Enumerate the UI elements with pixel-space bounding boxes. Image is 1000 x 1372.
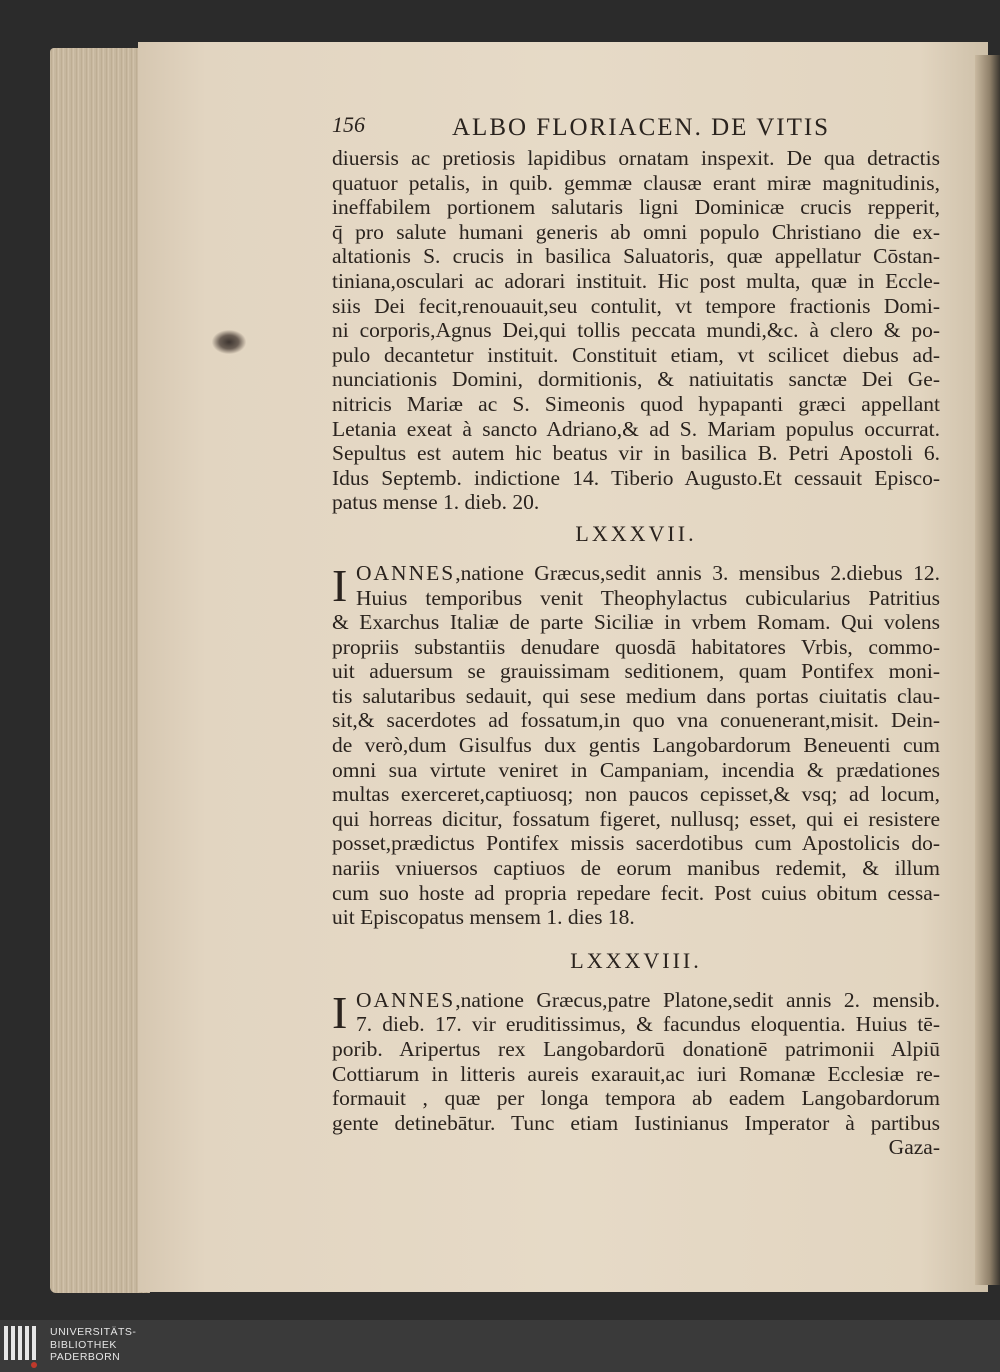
running-head <box>332 112 940 146</box>
book-page-edges <box>50 48 150 1293</box>
library-name-line: UNIVERSITÄTS- <box>50 1326 137 1338</box>
text-line: diuersis ac pretiosis lapidibus ornatam inspexit. De qua detractis <box>332 146 940 170</box>
text-line: uit Episcopatus mensem 1. dies 18. <box>332 905 635 930</box>
text-line: patus mense 1. dieb. 20. <box>332 490 540 515</box>
text-line: posset,prædictus Pontifex missis sacerdotibus cum Apostolicis do- <box>332 831 940 856</box>
text-line: & Exarchus Italiæ de parte Siciliæ in vrbem Romam. Qui volens <box>332 610 940 635</box>
first-word: OANNES <box>356 987 456 1012</box>
running-title: ALBO FLORIACEN. DE VITIS <box>452 114 831 141</box>
text-line: nitricis Mariæ ac S. Simeonis quod hypapanti græci appellant <box>332 391 940 416</box>
text-line: porib. Aripertus rex Langobardorū donationē patrimonii Alpiū <box>332 1037 940 1061</box>
text-line: Sepultus est autem hic beatus vir in basilica B. Petri Apostoli 6. <box>332 441 940 466</box>
text-line: propriis substantiis denudare quosdā habitatores Vrbis, commo- <box>332 634 940 659</box>
page-number: 156 <box>332 112 365 137</box>
first-word: OANNES <box>356 560 456 585</box>
text-line: omni sua virtute veniret in Campaniam, incendia & prædationes <box>332 757 940 782</box>
section-entry <box>332 561 940 930</box>
text-line: pulo decantetur instituit. Constituit etiam, vt scilicet diebus ad- <box>332 342 940 367</box>
catchword: Gaza- <box>888 1135 940 1160</box>
intro-paragraph <box>332 146 940 515</box>
library-name <box>50 1326 136 1364</box>
text-line: q̄ pro salute humani generis ab omni populo Christiano die ex- <box>332 219 940 244</box>
text-line: tis salutaribus sedauit, qui sese medium dans portas ciuitatis clau- <box>332 683 940 708</box>
text-line: multas exerceret,captiuosq; non paucos cepisset,& vsq; ad locum, <box>332 782 940 807</box>
line-rest: ,natione Græcus,patre Platone,sedit annis 2. mensib. <box>455 987 940 1012</box>
text-line: de verò,dum Gisulfus dux gentis Langobardorum Beneuenti cum <box>332 733 940 758</box>
text-line: sit,& sacerdotes ad fossatum,in quo vna conuenerant,misit. Dein- <box>332 708 940 733</box>
section-heading: LXXXVIII. <box>570 947 702 973</box>
text-line: Huius temporibus venit Theophylactus cubicularius Patritius <box>356 585 940 610</box>
text-line: ineffabilem portionem salutaris ligni Dominicæ crucis repperit, <box>332 195 940 220</box>
section-heading: LXXXVII. <box>575 520 697 546</box>
drop-cap: I <box>332 986 348 1038</box>
library-name-line: BIBLIOTHEK <box>50 1338 117 1351</box>
text-line <box>332 561 940 586</box>
library-footer <box>0 1320 1000 1372</box>
text-line: Cottiarum in litteris aureis exarauit,ac iuri Romanæ Ecclesiæ re- <box>332 1061 940 1086</box>
text-line: Idus Septemb. indictione 14. Tiberio Augusto.Et cessauit Episco- <box>332 465 940 490</box>
library-name-line: PADERBORN <box>50 1351 121 1363</box>
library-logo-icon <box>4 1326 40 1368</box>
text-line <box>332 988 940 1013</box>
text-line: altationis S. crucis in basilica Saluatoris, quæ appellatur Cōstan- <box>332 244 940 269</box>
text-line: ni corporis,Agnus Dei,qui tollis peccata mundi,&c. à clero & po- <box>332 318 940 343</box>
text-column <box>332 112 940 1160</box>
drop-cap: I <box>332 559 348 611</box>
page-gutter-shadow <box>975 55 1000 1285</box>
text-line: cum suo hoste ad propria repedare fecit. Post cuius obitum cessa- <box>332 880 940 905</box>
text-line: qui horreas dicitur, fossatum figeret, nullusq; esset, qui ei resistere <box>332 806 940 831</box>
text-line: tiniana,osculari ac adorari instituit. Hic post multa, quæ in Eccle- <box>332 268 940 293</box>
text-line: formauit , quæ per longa tempora ab eadem Langobardorum <box>332 1086 940 1111</box>
text-line: nariis vniuersos captiuos de eorum manibus redemit, & illum <box>332 856 940 881</box>
text-line: quatuor petalis, in quib. gemmæ clausæ erant miræ magnitudinis, <box>332 170 940 195</box>
text-line: nunciationis Domini, dormitionis, & natiuitatis sanctæ Dei Ge- <box>332 367 940 392</box>
text-line: gente detinebātur. Tunc etiam Iustinianus Imperator à partibus <box>332 1110 940 1135</box>
section-entry <box>332 988 940 1136</box>
text-line: 7. dieb. 17. vir eruditissimus, & facundus eloquentia. Huius tē- <box>356 1012 940 1037</box>
line-rest: ,natione Græcus,sedit annis 3. mensibus 2.diebus 12. <box>455 560 940 585</box>
text-line: uit aduersum se grauissimam seditionem, quam Pontifex moni- <box>332 659 940 684</box>
text-line: siis Dei fecit,renouauit,seu contulit, vt tempore fractionis Domi- <box>332 293 940 318</box>
ink-blot <box>212 330 246 354</box>
text-line: Letania exeat à sancto Adriano,& ad S. Mariam populus occurrat. <box>332 416 940 441</box>
